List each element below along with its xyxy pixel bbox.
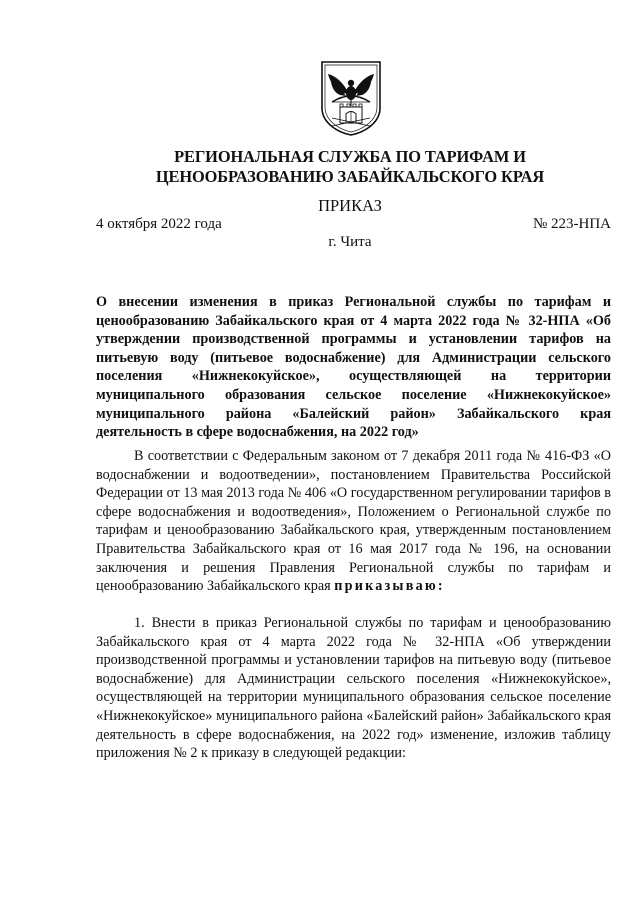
preamble-text: В соответствии с Федеральным законом от 7 декабря 2011 года № 416-ФЗ «О водоснабжении и водоотведении», постановлением Правительства Российской Федерации от 13 мая 2013 года № 406 «О государственном регулировании тарифов в сфере водоснабжения и водоотведения», Положением о Региональной службе по тарифам и ценообразованию Забайкальского края, утвержденным постановлением Правительства Забайкальского края от 16 мая 2017 года № 196, на основании заключения и решения Правления Региональной службы по тарифам и ценообразованию Забайкальского края <box>96 448 611 595</box>
document-date: 4 октября 2022 года <box>96 216 222 232</box>
agency-title-line-2: ЦЕНООБРАЗОВАНИЮ ЗАБАЙКАЛЬСКОГО КРАЯ <box>155 167 545 186</box>
document-type: ПРИКАЗ <box>318 196 382 215</box>
zabaykalsky-krai-coat-of-arms-icon <box>318 60 384 136</box>
agency-title-line-1: РЕГИОНАЛЬНАЯ СЛУЖБА ПО ТАРИФАМ И <box>174 147 526 166</box>
order-colon: : <box>437 578 443 595</box>
document-place: г. Чита <box>328 234 372 250</box>
document-subject: О внесении изменения в приказ Региональной службы по тарифам и ценообразованию Забайкальского края от 4 марта 2022 года № 32-НПА «Об утверждении производственной программы и установлении тарифов на питьевую воду (питьевое водоснабжение) для Администрации сельского поселения «Нижнекокуйское», осуществляющей на территории муниципального образования сельское поселение «Нижнекокуйское» муниципального района «Балейский район» Забайкальского края деятельность в сфере водоснабжения, на 2022 год» <box>96 294 611 441</box>
order-word: приказываю <box>334 578 438 595</box>
clause-1-paragraph: 1. Внести в приказ Региональной службы по тарифам и ценообразованию Забайкальского края от 4 марта 2022 года № 32-НПА «Об утверждении производственной программы и установлении тарифов на питьевую воду (питьевое водоснабжение) для Администрации сельского поселения «Нижнекокуйское», осуществляющей на территории муниципального образования сельское поселение «Нижнекокуйское» муниципального района «Балейский район» Забайкальского края деятельность в сфере водоснабжения, на 2022 год» изменение, изложив таблицу приложения № 2 к приказу в следующей редакции: <box>96 615 611 762</box>
document-number: № 223-НПА <box>532 216 611 232</box>
preamble-paragraph <box>96 447 611 596</box>
agency-title <box>100 147 600 187</box>
